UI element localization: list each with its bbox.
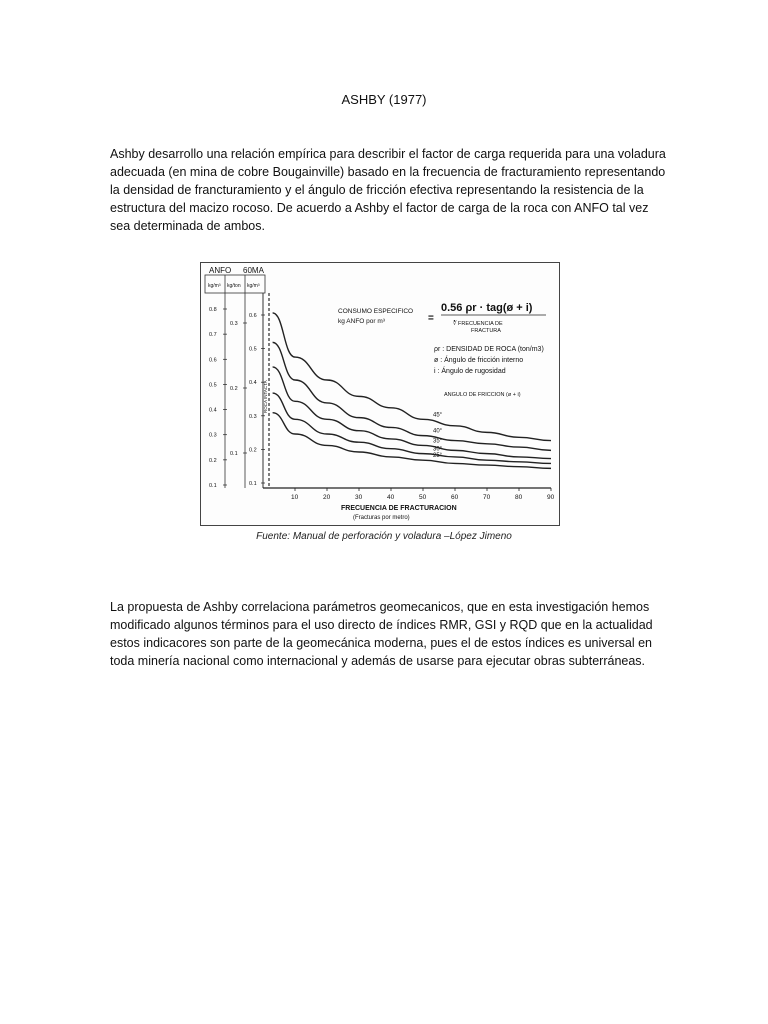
y-tick-label: 0.4 — [249, 380, 257, 387]
x-axis-subtitle: (Fracturas por metro) — [353, 515, 410, 521]
series-label-1: 40° — [433, 428, 443, 435]
series-label-4: 25° — [433, 453, 443, 460]
roca-intacta-label: ROCA INTACTA — [263, 380, 268, 413]
page-title: ASHBY (1977) — [341, 92, 427, 107]
x-tick-label: 30 — [355, 494, 363, 501]
formula-denominator-2: FRACTURA — [471, 328, 501, 334]
figure-caption: Fuente: Manual de perforación y voladura –López Jimeno — [256, 531, 512, 542]
y-tick-label: 0.6 — [249, 313, 257, 319]
y-tick-label: 0.8 — [209, 307, 217, 313]
conclusion-paragraph: La propuesta de Ashby correlaciona parámetros geomecanicos, que en esta investigación hemos modificado algunos términos para el uso directo de índices RMR, GSI y RQD que en la actualidad estos indicacores son parte de la geomecánica moderna, pues el de estos índices es universal en toda minería nacional como internacional y además de usarse para ejecutar obras subterráneas. — [110, 600, 653, 668]
formula-equals: = — [428, 313, 434, 324]
formula-left-line2: kg ANFO por m³ — [338, 318, 385, 325]
formula-numerator: 0.56 ρr · tag(ø + i) — [441, 302, 533, 314]
legend-phi: ø : Ángulo de fricción interno — [434, 357, 524, 364]
x-tick-label: 60 — [451, 494, 459, 501]
anfo-label: ANFO — [209, 266, 232, 275]
series-label-0: 45° — [433, 412, 443, 419]
left-scales — [209, 307, 265, 489]
series-label-2: 35° — [433, 438, 443, 445]
legend-i: i : Ángulo de rugosidad — [434, 368, 506, 375]
series-lines — [273, 313, 551, 468]
formula-left-line1: CONSUMO ESPECIFICO — [338, 308, 414, 315]
x-tick-label: 80 — [515, 494, 523, 501]
y-tick-label: 0.6 — [209, 357, 217, 364]
ashby-chart-svg — [201, 263, 561, 527]
series-label-3: 30° — [433, 446, 443, 453]
y-tick-label: 0.3 — [249, 413, 257, 420]
series-labels — [433, 412, 443, 459]
x-tick-label: 70 — [483, 494, 491, 501]
y-tick-label: 0.1 — [230, 451, 238, 457]
y-tick-label: 0.7 — [209, 332, 217, 339]
series-line-4 — [273, 413, 551, 469]
x-tick-label: 90 — [547, 494, 555, 501]
x-tick-label: 10 — [291, 494, 299, 501]
unit-kg-m3-b: kg/m³ — [247, 283, 260, 289]
unit-kg-ton: kg/ton — [227, 283, 241, 289]
series-line-0 — [273, 313, 551, 441]
x-ticks — [291, 488, 555, 501]
x-axis-title: FRECUENCIA DE FRACTURACION — [341, 505, 457, 512]
y-tick-label: 0.2 — [230, 386, 238, 392]
series-line-3 — [273, 393, 551, 463]
x-tick-label: 20 — [323, 494, 331, 501]
unit-kg-m3-a: kg/m³ — [208, 283, 221, 289]
sixtyma-label: 60MA — [243, 266, 264, 275]
intro-paragraph: Ashby desarrollo una relación empírica para describir el factor de carga requerida para una voladura adecuada (en mina de cobre Bougainville) basado en la frecuencia de fracturamiento representando la densidad de francturamiento y el ángulo de fricción efectiva representando la resistencia de la estructura del macizo rocoso. De acuerdo a Ashby el factor de carga de la roca con ANFO tal vez sea determinada de ambos. — [110, 147, 666, 233]
y-tick-label: 0.5 — [249, 346, 257, 353]
y-tick-label: 0.4 — [209, 407, 217, 414]
y-tick-label: 0.3 — [230, 321, 238, 327]
series-line-2 — [273, 367, 551, 459]
y-tick-label: 0.1 — [209, 483, 217, 489]
y-tick-label: 0.2 — [209, 457, 217, 464]
ashby-chart-figure — [200, 262, 560, 526]
angle-header: ANGULO DE FRICCION (ø + i) — [444, 392, 521, 398]
legend-rho: ρr : DENSIDAD DE ROCA (ton/m3) — [434, 346, 544, 353]
x-tick-label: 40 — [387, 494, 395, 501]
y-tick-label: 0.2 — [249, 447, 257, 454]
y-tick-label: 0.1 — [249, 481, 257, 487]
y-tick-label: 0.5 — [209, 382, 217, 389]
formula-denominator-1: ∛ FRECUENCIA DE — [453, 321, 503, 327]
x-tick-label: 50 — [419, 494, 427, 501]
y-tick-label: 0.3 — [209, 432, 217, 439]
